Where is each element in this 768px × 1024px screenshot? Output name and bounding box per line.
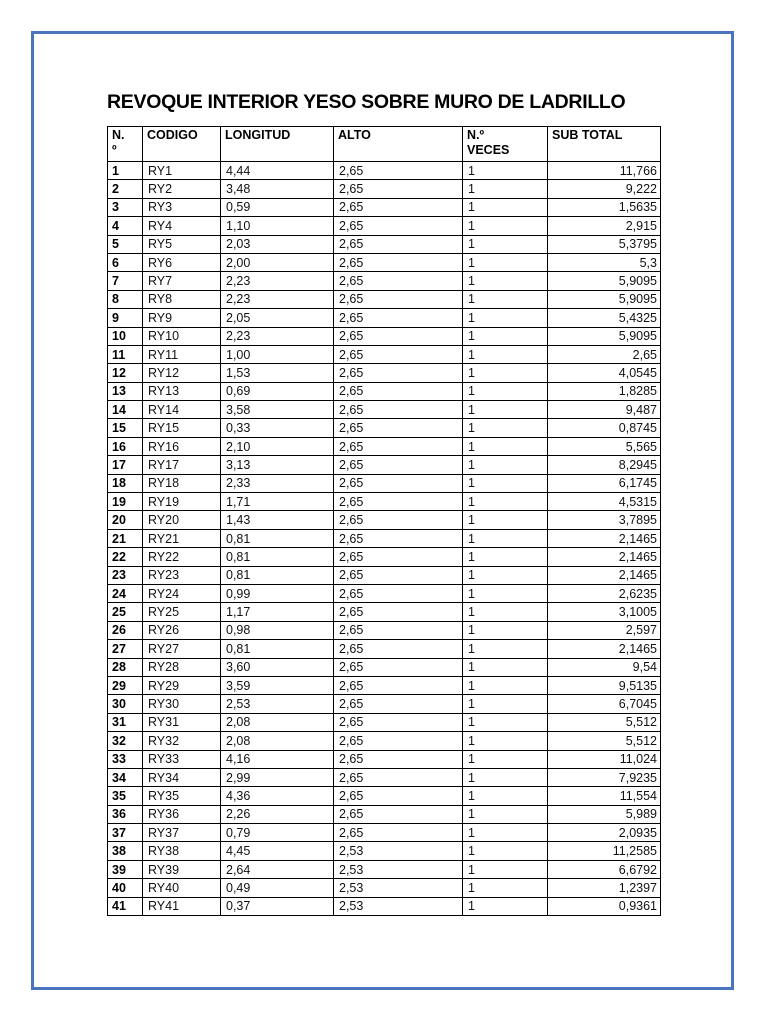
cell-code: RY8 — [143, 290, 221, 308]
header-times: N.º VECES — [463, 127, 548, 162]
cell-height: 2,65 — [334, 217, 463, 235]
cell-number: 29 — [108, 676, 143, 694]
cell-code: RY4 — [143, 217, 221, 235]
cell-number: 31 — [108, 713, 143, 731]
cell-times: 1 — [463, 493, 548, 511]
cell-height: 2,65 — [334, 824, 463, 842]
cell-times: 1 — [463, 309, 548, 327]
cell-subtotal: 6,1745 — [548, 474, 661, 492]
table-row — [108, 290, 661, 308]
cell-subtotal: 7,9235 — [548, 768, 661, 786]
cell-height: 2,65 — [334, 272, 463, 290]
cell-length: 0,79 — [221, 824, 334, 842]
cell-height: 2,53 — [334, 860, 463, 878]
table-row — [108, 603, 661, 621]
table-row — [108, 511, 661, 529]
cell-times: 1 — [463, 272, 548, 290]
cell-height: 2,65 — [334, 180, 463, 198]
cell-code: RY19 — [143, 493, 221, 511]
cell-number: 3 — [108, 198, 143, 216]
table-row — [108, 217, 661, 235]
cell-number: 38 — [108, 842, 143, 860]
cell-times: 1 — [463, 879, 548, 897]
cell-height: 2,65 — [334, 676, 463, 694]
cell-times: 1 — [463, 364, 548, 382]
table-row — [108, 805, 661, 823]
cell-code: RY12 — [143, 364, 221, 382]
header-number: N. º — [108, 127, 143, 162]
cell-subtotal: 2,1465 — [548, 529, 661, 547]
cell-times: 1 — [463, 456, 548, 474]
cell-times: 1 — [463, 548, 548, 566]
cell-times: 1 — [463, 842, 548, 860]
cell-number: 14 — [108, 401, 143, 419]
table-row — [108, 162, 661, 180]
cell-times: 1 — [463, 180, 548, 198]
cell-length: 2,53 — [221, 695, 334, 713]
cell-code: RY41 — [143, 897, 221, 915]
cell-height: 2,65 — [334, 805, 463, 823]
cell-number: 8 — [108, 290, 143, 308]
cell-subtotal: 2,915 — [548, 217, 661, 235]
cell-code: RY11 — [143, 345, 221, 363]
cell-subtotal: 5,512 — [548, 713, 661, 731]
cell-subtotal: 2,0935 — [548, 824, 661, 842]
table-row — [108, 474, 661, 492]
cell-number: 35 — [108, 787, 143, 805]
cell-height: 2,65 — [334, 548, 463, 566]
cell-height: 2,53 — [334, 879, 463, 897]
cell-times: 1 — [463, 621, 548, 639]
cell-times: 1 — [463, 253, 548, 271]
cell-length: 0,69 — [221, 382, 334, 400]
cell-times: 1 — [463, 401, 548, 419]
table-row — [108, 198, 661, 216]
cell-number: 17 — [108, 456, 143, 474]
cell-number: 32 — [108, 732, 143, 750]
cell-height: 2,53 — [334, 842, 463, 860]
cell-number: 15 — [108, 419, 143, 437]
cell-code: RY6 — [143, 253, 221, 271]
cell-height: 2,65 — [334, 198, 463, 216]
cell-times: 1 — [463, 511, 548, 529]
cell-length: 3,59 — [221, 676, 334, 694]
cell-number: 6 — [108, 253, 143, 271]
cell-subtotal: 1,8285 — [548, 382, 661, 400]
cell-subtotal: 9,487 — [548, 401, 661, 419]
cell-height: 2,65 — [334, 253, 463, 271]
cell-code: RY10 — [143, 327, 221, 345]
table-row — [108, 824, 661, 842]
table-row — [108, 621, 661, 639]
table-row — [108, 584, 661, 602]
cell-times: 1 — [463, 217, 548, 235]
cell-number: 12 — [108, 364, 143, 382]
table-row — [108, 456, 661, 474]
table-row — [108, 879, 661, 897]
cell-number: 41 — [108, 897, 143, 915]
table-row — [108, 529, 661, 547]
cell-height: 2,65 — [334, 621, 463, 639]
cell-code: RY17 — [143, 456, 221, 474]
cell-times: 1 — [463, 290, 548, 308]
cell-subtotal: 2,65 — [548, 345, 661, 363]
cell-subtotal: 5,3 — [548, 253, 661, 271]
cell-code: RY26 — [143, 621, 221, 639]
cell-length: 2,00 — [221, 253, 334, 271]
table-row — [108, 640, 661, 658]
cell-number: 39 — [108, 860, 143, 878]
cell-length: 4,44 — [221, 162, 334, 180]
cell-code: RY16 — [143, 437, 221, 455]
header-subtotal: SUB TOTAL — [548, 127, 661, 162]
cell-number: 4 — [108, 217, 143, 235]
table-row — [108, 327, 661, 345]
cell-times: 1 — [463, 676, 548, 694]
cell-number: 25 — [108, 603, 143, 621]
cell-number: 11 — [108, 345, 143, 363]
cell-length: 0,37 — [221, 897, 334, 915]
cell-length: 1,00 — [221, 345, 334, 363]
table-row — [108, 860, 661, 878]
cell-length: 3,48 — [221, 180, 334, 198]
table-row — [108, 253, 661, 271]
cell-subtotal: 2,1465 — [548, 640, 661, 658]
cell-length: 0,98 — [221, 621, 334, 639]
cell-number: 10 — [108, 327, 143, 345]
cell-code: RY38 — [143, 842, 221, 860]
cell-times: 1 — [463, 787, 548, 805]
cell-code: RY1 — [143, 162, 221, 180]
table-row — [108, 180, 661, 198]
cell-height: 2,65 — [334, 235, 463, 253]
cell-subtotal: 0,9361 — [548, 897, 661, 915]
cell-subtotal: 11,2585 — [548, 842, 661, 860]
cell-height: 2,65 — [334, 309, 463, 327]
cell-number: 1 — [108, 162, 143, 180]
cell-subtotal: 5,565 — [548, 437, 661, 455]
cell-times: 1 — [463, 345, 548, 363]
table-row — [108, 695, 661, 713]
table-body — [108, 162, 661, 916]
cell-code: RY30 — [143, 695, 221, 713]
cell-number: 33 — [108, 750, 143, 768]
cell-code: RY22 — [143, 548, 221, 566]
cell-height: 2,65 — [334, 566, 463, 584]
cell-subtotal: 2,597 — [548, 621, 661, 639]
cell-length: 0,99 — [221, 584, 334, 602]
cell-subtotal: 4,5315 — [548, 493, 661, 511]
cell-length: 2,23 — [221, 327, 334, 345]
cell-times: 1 — [463, 695, 548, 713]
cell-height: 2,65 — [334, 437, 463, 455]
cell-subtotal: 1,5635 — [548, 198, 661, 216]
cell-code: RY23 — [143, 566, 221, 584]
cell-times: 1 — [463, 419, 548, 437]
table-row — [108, 750, 661, 768]
cell-height: 2,65 — [334, 327, 463, 345]
cell-length: 1,17 — [221, 603, 334, 621]
cell-number: 30 — [108, 695, 143, 713]
cell-code: RY33 — [143, 750, 221, 768]
table-header-row — [108, 127, 661, 162]
cell-code: RY7 — [143, 272, 221, 290]
cell-height: 2,65 — [334, 511, 463, 529]
cell-number: 24 — [108, 584, 143, 602]
cell-length: 0,81 — [221, 640, 334, 658]
table-row — [108, 566, 661, 584]
cell-number: 28 — [108, 658, 143, 676]
cell-number: 5 — [108, 235, 143, 253]
cell-height: 2,65 — [334, 787, 463, 805]
cell-number: 27 — [108, 640, 143, 658]
cell-height: 2,65 — [334, 713, 463, 731]
cell-length: 3,13 — [221, 456, 334, 474]
cell-height: 2,65 — [334, 162, 463, 180]
cell-subtotal: 5,3795 — [548, 235, 661, 253]
cell-number: 26 — [108, 621, 143, 639]
cell-length: 1,10 — [221, 217, 334, 235]
cell-height: 2,65 — [334, 401, 463, 419]
cell-height: 2,65 — [334, 529, 463, 547]
cell-subtotal: 11,766 — [548, 162, 661, 180]
cell-code: RY9 — [143, 309, 221, 327]
cell-height: 2,65 — [334, 584, 463, 602]
cell-length: 2,26 — [221, 805, 334, 823]
cell-times: 1 — [463, 860, 548, 878]
cell-length: 1,53 — [221, 364, 334, 382]
cell-height: 2,65 — [334, 695, 463, 713]
cell-code: RY21 — [143, 529, 221, 547]
cell-number: 34 — [108, 768, 143, 786]
cell-times: 1 — [463, 584, 548, 602]
cell-code: RY13 — [143, 382, 221, 400]
cell-code: RY32 — [143, 732, 221, 750]
cell-height: 2,65 — [334, 603, 463, 621]
cell-code: RY37 — [143, 824, 221, 842]
cell-times: 1 — [463, 162, 548, 180]
cell-number: 40 — [108, 879, 143, 897]
cell-times: 1 — [463, 437, 548, 455]
cell-length: 4,45 — [221, 842, 334, 860]
table-row — [108, 768, 661, 786]
cell-length: 3,58 — [221, 401, 334, 419]
cell-times: 1 — [463, 768, 548, 786]
cell-subtotal: 8,2945 — [548, 456, 661, 474]
cell-number: 19 — [108, 493, 143, 511]
cell-code: RY40 — [143, 879, 221, 897]
cell-length: 2,99 — [221, 768, 334, 786]
cell-times: 1 — [463, 713, 548, 731]
cell-times: 1 — [463, 198, 548, 216]
cell-length: 4,36 — [221, 787, 334, 805]
cell-times: 1 — [463, 732, 548, 750]
cell-height: 2,65 — [334, 345, 463, 363]
cell-subtotal: 9,222 — [548, 180, 661, 198]
cell-height: 2,65 — [334, 364, 463, 382]
cell-code: RY29 — [143, 676, 221, 694]
cell-subtotal: 6,6792 — [548, 860, 661, 878]
cell-length: 0,81 — [221, 529, 334, 547]
cell-subtotal: 5,9095 — [548, 290, 661, 308]
cell-code: RY31 — [143, 713, 221, 731]
cell-length: 2,23 — [221, 272, 334, 290]
cell-length: 2,64 — [221, 860, 334, 878]
cell-height: 2,65 — [334, 750, 463, 768]
cell-times: 1 — [463, 327, 548, 345]
cell-code: RY34 — [143, 768, 221, 786]
cell-subtotal: 5,9095 — [548, 327, 661, 345]
cell-code: RY28 — [143, 658, 221, 676]
cell-times: 1 — [463, 529, 548, 547]
cell-length: 2,23 — [221, 290, 334, 308]
cell-times: 1 — [463, 382, 548, 400]
table-row — [108, 493, 661, 511]
cell-number: 13 — [108, 382, 143, 400]
cell-length: 0,81 — [221, 548, 334, 566]
cell-height: 2,65 — [334, 768, 463, 786]
cell-length: 2,05 — [221, 309, 334, 327]
table-row — [108, 548, 661, 566]
table-row — [108, 309, 661, 327]
table-row — [108, 364, 661, 382]
table-row — [108, 345, 661, 363]
cell-code: RY39 — [143, 860, 221, 878]
cell-code: RY20 — [143, 511, 221, 529]
cell-length: 0,49 — [221, 879, 334, 897]
cell-number: 23 — [108, 566, 143, 584]
table-row — [108, 713, 661, 731]
cell-subtotal: 9,5135 — [548, 676, 661, 694]
cell-code: RY24 — [143, 584, 221, 602]
cell-length: 2,08 — [221, 713, 334, 731]
cell-height: 2,53 — [334, 897, 463, 915]
cell-height: 2,65 — [334, 640, 463, 658]
cell-height: 2,65 — [334, 732, 463, 750]
cell-height: 2,65 — [334, 419, 463, 437]
cell-number: 37 — [108, 824, 143, 842]
cell-code: RY35 — [143, 787, 221, 805]
cell-length: 2,08 — [221, 732, 334, 750]
cell-times: 1 — [463, 235, 548, 253]
header-code: CODIGO — [143, 127, 221, 162]
cell-times: 1 — [463, 824, 548, 842]
cell-times: 1 — [463, 658, 548, 676]
cell-height: 2,65 — [334, 382, 463, 400]
document-title: REVOQUE INTERIOR YESO SOBRE MURO DE LADRILLO — [107, 91, 626, 113]
table-row — [108, 787, 661, 805]
table-row — [108, 676, 661, 694]
cell-subtotal: 9,54 — [548, 658, 661, 676]
header-height: ALTO — [334, 127, 463, 162]
cell-number: 16 — [108, 437, 143, 455]
cell-code: RY3 — [143, 198, 221, 216]
cell-times: 1 — [463, 750, 548, 768]
cell-subtotal: 5,4325 — [548, 309, 661, 327]
table-row — [108, 658, 661, 676]
cell-code: RY25 — [143, 603, 221, 621]
cell-subtotal: 11,554 — [548, 787, 661, 805]
cell-number: 20 — [108, 511, 143, 529]
cell-height: 2,65 — [334, 290, 463, 308]
cell-length: 3,60 — [221, 658, 334, 676]
table-row — [108, 732, 661, 750]
cell-subtotal: 4,0545 — [548, 364, 661, 382]
table-row — [108, 382, 661, 400]
cell-length: 0,81 — [221, 566, 334, 584]
cell-subtotal: 2,6235 — [548, 584, 661, 602]
cell-times: 1 — [463, 897, 548, 915]
cell-length: 2,10 — [221, 437, 334, 455]
cell-height: 2,65 — [334, 493, 463, 511]
cell-length: 1,43 — [221, 511, 334, 529]
cell-subtotal: 2,1465 — [548, 548, 661, 566]
cell-number: 7 — [108, 272, 143, 290]
table-row — [108, 437, 661, 455]
cell-subtotal: 6,7045 — [548, 695, 661, 713]
cell-number: 36 — [108, 805, 143, 823]
cell-length: 2,03 — [221, 235, 334, 253]
cell-code: RY5 — [143, 235, 221, 253]
table-row — [108, 272, 661, 290]
table-row — [108, 842, 661, 860]
cell-subtotal: 3,1005 — [548, 603, 661, 621]
cell-subtotal: 3,7895 — [548, 511, 661, 529]
cell-code: RY18 — [143, 474, 221, 492]
cell-height: 2,65 — [334, 474, 463, 492]
cell-subtotal: 5,9095 — [548, 272, 661, 290]
cell-number: 18 — [108, 474, 143, 492]
cell-height: 2,65 — [334, 456, 463, 474]
table-row — [108, 235, 661, 253]
cell-times: 1 — [463, 640, 548, 658]
cell-number: 21 — [108, 529, 143, 547]
cell-number: 2 — [108, 180, 143, 198]
plaster-quantity-table — [107, 126, 661, 916]
cell-code: RY15 — [143, 419, 221, 437]
cell-length: 0,59 — [221, 198, 334, 216]
cell-times: 1 — [463, 566, 548, 584]
table-row — [108, 897, 661, 915]
cell-length: 2,33 — [221, 474, 334, 492]
cell-subtotal: 11,024 — [548, 750, 661, 768]
table-row — [108, 419, 661, 437]
cell-subtotal: 5,989 — [548, 805, 661, 823]
header-length: LONGITUD — [221, 127, 334, 162]
cell-code: RY27 — [143, 640, 221, 658]
cell-code: RY2 — [143, 180, 221, 198]
cell-subtotal: 1,2397 — [548, 879, 661, 897]
cell-subtotal: 5,512 — [548, 732, 661, 750]
cell-length: 0,33 — [221, 419, 334, 437]
table-row — [108, 401, 661, 419]
cell-subtotal: 0,8745 — [548, 419, 661, 437]
cell-code: RY36 — [143, 805, 221, 823]
cell-code: RY14 — [143, 401, 221, 419]
cell-times: 1 — [463, 474, 548, 492]
cell-height: 2,65 — [334, 658, 463, 676]
cell-times: 1 — [463, 603, 548, 621]
cell-number: 9 — [108, 309, 143, 327]
cell-length: 1,71 — [221, 493, 334, 511]
cell-length: 4,16 — [221, 750, 334, 768]
cell-number: 22 — [108, 548, 143, 566]
cell-subtotal: 2,1465 — [548, 566, 661, 584]
cell-times: 1 — [463, 805, 548, 823]
